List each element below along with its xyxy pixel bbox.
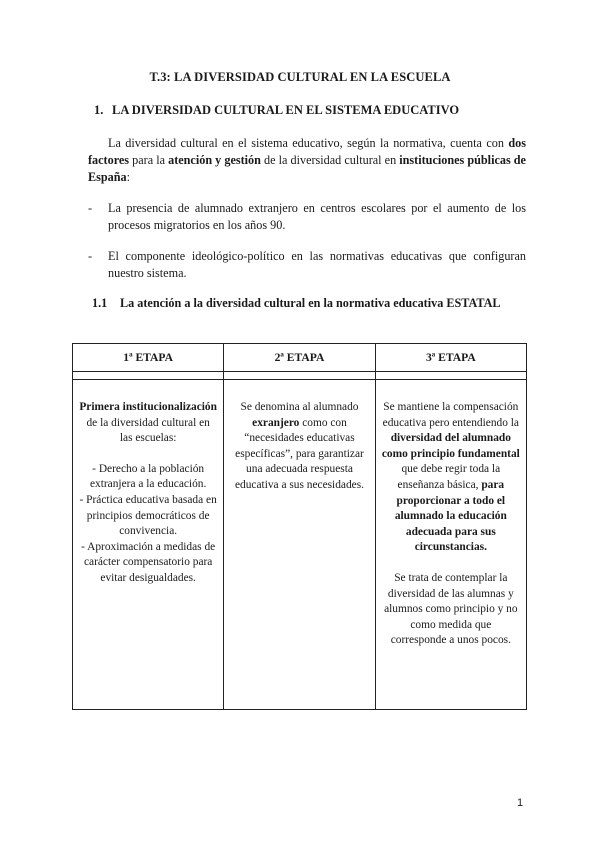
intro-text-3: de la diversidad cultural en: [260, 153, 400, 167]
intro-text-1: La diversidad cultural en el sistema educativo, según la normativa, cuenta con: [108, 136, 509, 150]
bullet-item: [88, 200, 526, 234]
table-header-stage-3: 3ª ETAPA: [375, 344, 526, 372]
cell-spacer: [382, 556, 520, 571]
subsection-heading: [92, 296, 501, 311]
stage-1-emphasis: Primera institucionalización: [79, 401, 217, 413]
stage-1-item: - Derecho a la población extranjera a la educación.: [89, 462, 207, 491]
stage-3-emphasis-2: para proporcionar a todo el alumnado la educación adecuada para sus circunstancias.: [394, 478, 507, 554]
stage-1-item: - Aproximación a medidas de carácter compensatorio para evitar desigualdades.: [81, 540, 216, 584]
bullet-dash: -: [88, 201, 93, 215]
subsection-number: 1.1: [92, 296, 108, 310]
table-header-stage-2: 2ª ETAPA: [224, 344, 375, 372]
stage-2-cell: [224, 380, 375, 710]
section-heading: [94, 103, 459, 118]
intro-emphasis-2: atención y gestión: [168, 153, 261, 167]
table-spacer-row: [73, 372, 527, 380]
table-spacer-cell: [73, 372, 224, 380]
stage-3-text-block: [382, 400, 520, 556]
stage-1-item: - Práctica educativa basada en principios democráticos de convivencia.: [79, 493, 217, 538]
stage-2-emphasis: exranjero: [252, 416, 300, 429]
table-spacer-cell: [375, 372, 526, 380]
stage-2-text-2: como con “necesidades educativas específicas”, para garantizar una adecuada respuesta educativa a sus necesidades.: [234, 416, 365, 491]
table-content-row: [73, 380, 527, 710]
intro-paragraph: [88, 135, 526, 186]
stage-3-paragraph-2: Se trata de contemplar la diversidad de las alumnas y alumnos como principio y no como medida que corresponde a unos pocos.: [384, 571, 518, 647]
stage-1-cell: [73, 380, 224, 710]
table-header-stage-1: 1ª ETAPA: [73, 344, 224, 372]
bullet-text: El componente ideológico-político en las normativas educativas que configuran nuestro sistema.: [108, 249, 526, 280]
stage-3-text-1: Se mantiene la compensación educativa pero entendiendo la: [382, 401, 519, 429]
subsection-title: La atención a la diversidad cultural en la normativa educativa ESTATAL: [120, 296, 501, 310]
intro-text-4: :: [126, 170, 131, 184]
table-header-row: [73, 344, 527, 372]
stage-3-cell: [375, 380, 526, 710]
bullet-text: La presencia de alumnado extranjero en centros escolares por el aumento de los procesos migratorios en los años 90.: [108, 201, 526, 232]
intro-emphasis-3: instituciones públicas de España: [88, 153, 526, 184]
section-number: 1.: [94, 103, 104, 117]
page-number: 1: [517, 797, 524, 809]
table-spacer-cell: [224, 372, 375, 380]
stage-3-emphasis-1: diversidad del alumnado como principio fundamental: [381, 432, 520, 460]
stage-2-text-1: Se denomina al alumnado: [240, 401, 359, 413]
document-title: T.3: LA DIVERSIDAD CULTURAL EN LA ESCUELA: [149, 70, 451, 84]
intro-emphasis-1: dos factores: [88, 136, 526, 167]
intro-text-2: para la: [129, 153, 169, 167]
stage-1-text: de la diversidad cultural en las escuelas:: [86, 416, 210, 445]
stage-1-intro: [79, 400, 217, 447]
bullet-item: [88, 248, 526, 282]
cell-spacer: [79, 447, 217, 462]
stage-3-text-2: que debe regir toda la enseñanza básica,: [397, 463, 501, 491]
stages-table: [72, 343, 527, 710]
stage-2-text-block: [230, 400, 368, 494]
bullet-dash: -: [88, 249, 93, 263]
section-title: LA DIVERSIDAD CULTURAL EN EL SISTEMA EDUCATIVO: [112, 103, 460, 117]
